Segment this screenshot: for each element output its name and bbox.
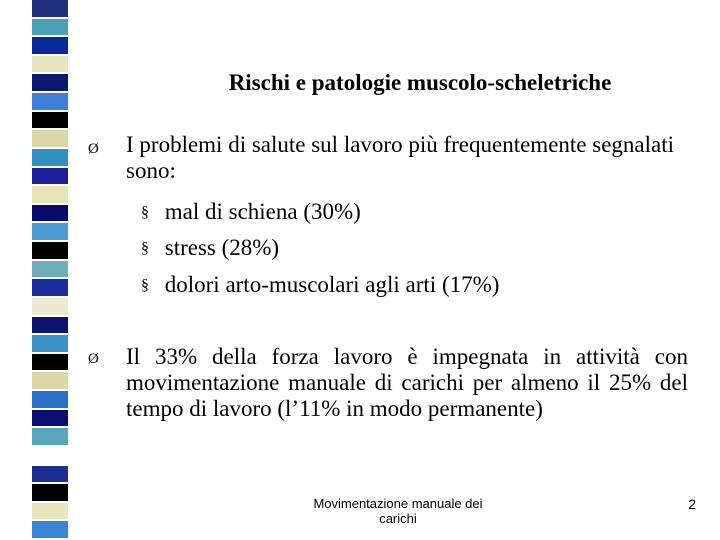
strip-block — [32, 37, 68, 54]
subitem-1 — [141, 199, 361, 226]
strip-block — [32, 19, 68, 36]
strip-block — [32, 466, 68, 483]
strip-block — [32, 186, 68, 203]
strip-block — [32, 261, 68, 278]
bullet-arrow-icon: Ø — [88, 141, 99, 157]
strip-block — [32, 112, 68, 129]
square-bullet-icon: § — [141, 204, 149, 221]
decorative-color-strip — [32, 0, 68, 540]
page-number: 2 — [688, 496, 696, 512]
strip-block — [32, 149, 68, 166]
strip-block — [32, 298, 68, 315]
strip-block — [32, 317, 68, 334]
strip-block — [32, 56, 68, 73]
strip-block — [32, 391, 68, 408]
strip-block — [32, 205, 68, 222]
subitem-3 — [141, 272, 499, 299]
slide-footer: Movimentazione manuale dei carichi — [313, 496, 483, 526]
strip-block — [32, 372, 68, 389]
strip-block — [32, 74, 68, 91]
square-bullet-icon: § — [141, 277, 149, 294]
strip-block — [32, 242, 68, 259]
subitem-text: mal di schiena (30%) — [164, 199, 361, 224]
strip-block — [32, 223, 68, 240]
square-bullet-icon: § — [141, 240, 149, 257]
strip-block — [32, 0, 68, 17]
strip-block — [32, 410, 68, 427]
subitem-2 — [141, 235, 279, 262]
bullet-text-2: Il 33% della forza lavoro è impegnata in attività con movimentazione manuale di carichi per almeno il 25% del tempo di lavoro (l’11% in modo permanente) — [126, 344, 688, 421]
strip-block — [32, 447, 68, 464]
strip-block — [32, 335, 68, 352]
strip-block — [32, 428, 68, 445]
bullet-arrow-icon: Ø — [88, 351, 99, 367]
bullet-text-1: I problemi di salute sul lavoro più frequentemente segnalati sono: — [126, 132, 675, 183]
strip-block — [32, 130, 68, 147]
strip-block — [32, 279, 68, 296]
strip-block — [32, 521, 68, 538]
strip-block — [32, 93, 68, 110]
slide-title: Rischi e patologie muscolo-scheletriche — [228, 70, 612, 95]
subitem-text: stress (28%) — [164, 235, 280, 260]
subitem-text: dolori arto-muscolari agli arti (17%) — [164, 272, 500, 297]
strip-block — [32, 503, 68, 520]
strip-block — [32, 168, 68, 185]
strip-block — [32, 354, 68, 371]
strip-block — [32, 484, 68, 501]
